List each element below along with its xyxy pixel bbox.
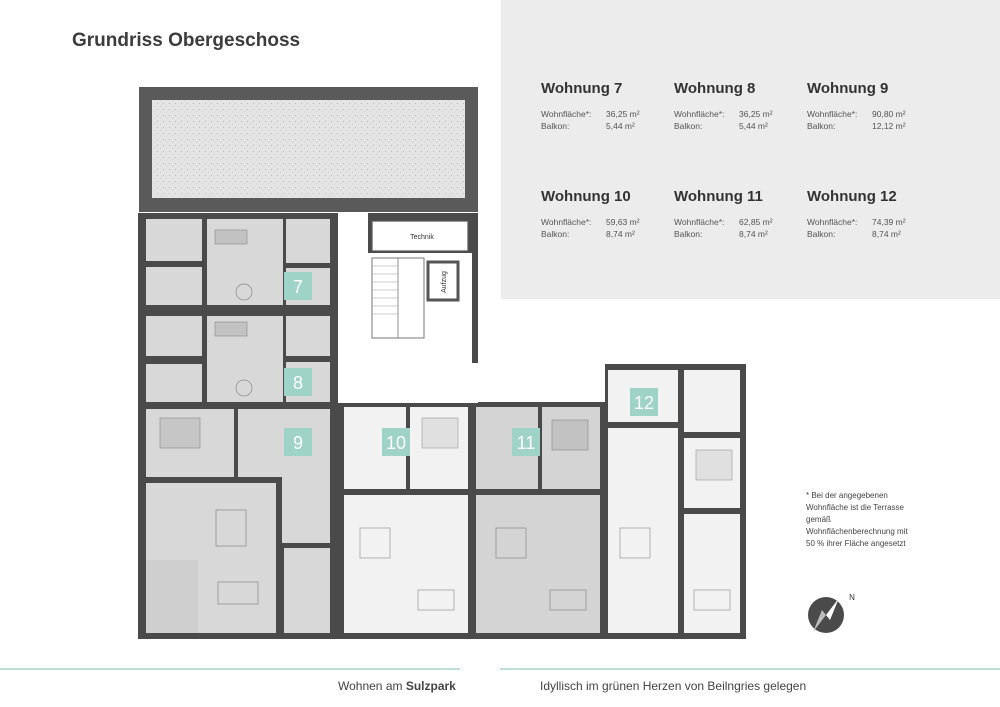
balcony-label: Balkon:	[807, 229, 836, 239]
unit-badge-11	[512, 428, 540, 456]
balcony-value: 8,74 m²	[606, 229, 635, 239]
footer-divider-left	[0, 668, 460, 670]
area-value: 59,63 m²	[606, 217, 640, 227]
unit-name: Wohnung 7	[541, 80, 623, 97]
balcony-value: 5,44 m²	[739, 121, 768, 131]
unit-badge-10	[382, 428, 410, 456]
stairwell	[372, 258, 424, 338]
area-label: Wohnfläche*:	[541, 109, 592, 119]
technik-label: Technik	[410, 234, 434, 241]
compass-icon	[808, 593, 855, 633]
area-label: Wohnfläche*:	[807, 217, 858, 227]
area-value: 36,25 m²	[606, 109, 640, 119]
unit-name: Wohnung 9	[807, 80, 889, 97]
unit-name: Wohnung 10	[541, 188, 631, 205]
balcony-label: Balkon:	[807, 121, 836, 131]
technik-room	[372, 221, 468, 251]
unit-badge-9	[284, 428, 312, 456]
area-label: Wohnfläche*:	[674, 217, 725, 227]
footer-brand	[338, 679, 456, 693]
area-value: 62,85 m²	[739, 217, 773, 227]
balcony-label: Balkon:	[541, 121, 570, 131]
area-label: Wohnfläche*:	[674, 109, 725, 119]
unit-number-12: 12	[633, 393, 655, 413]
area-label: Wohnfläche*:	[807, 109, 858, 119]
apartment-12	[608, 370, 740, 633]
roof-terrace	[139, 87, 478, 212]
compass-north-label: N	[849, 593, 855, 602]
footer-brand-name: Sulzpark	[405, 679, 456, 693]
balcony-label: Balkon:	[674, 229, 703, 239]
balcony-value: 8,74 m²	[739, 229, 768, 239]
unit-number-9: 9	[292, 433, 304, 453]
unit-name: Wohnung 11	[674, 188, 763, 205]
unit-name: Wohnung 12	[807, 188, 897, 205]
footer-divider-right	[500, 668, 1000, 670]
footer-tagline: Idyllisch im grünen Herzen von Beilngries gelegen	[540, 679, 807, 693]
unit-number-11: 11	[516, 433, 536, 453]
unit-name: Wohnung 8	[674, 80, 756, 97]
balcony-value: 5,44 m²	[606, 121, 635, 131]
aufzug-label: Aufzug	[441, 271, 448, 293]
balcony-value: 8,74 m²	[872, 229, 901, 239]
unit-number-7: 7	[292, 277, 304, 297]
area-label: Wohnfläche*:	[541, 217, 592, 227]
balcony-value: 12,12 m²	[872, 121, 906, 131]
area-footnote: * Bei der angegebenen Wohnfläche ist die Terrasse gemäß Wohnflächenberechnung mit 50 % ihrer Fläche angesetzt	[806, 491, 908, 548]
unit-badge-7	[284, 272, 312, 300]
unit-number-10: 10	[385, 433, 407, 453]
unit-number-8: 8	[292, 373, 304, 393]
balcony-label: Balkon:	[674, 121, 703, 131]
page-title: Grundriss Obergeschoss	[72, 30, 301, 51]
area-value: 74,39 m²	[872, 217, 906, 227]
elevator	[428, 262, 458, 300]
footer-brand-prefix: Wohnen am	[338, 679, 403, 693]
area-value: 36,25 m²	[739, 109, 773, 119]
unit-badge-12	[630, 388, 658, 416]
unit-badge-8	[284, 368, 312, 396]
balcony-label: Balkon:	[541, 229, 570, 239]
area-value: 90,80 m²	[872, 109, 906, 119]
